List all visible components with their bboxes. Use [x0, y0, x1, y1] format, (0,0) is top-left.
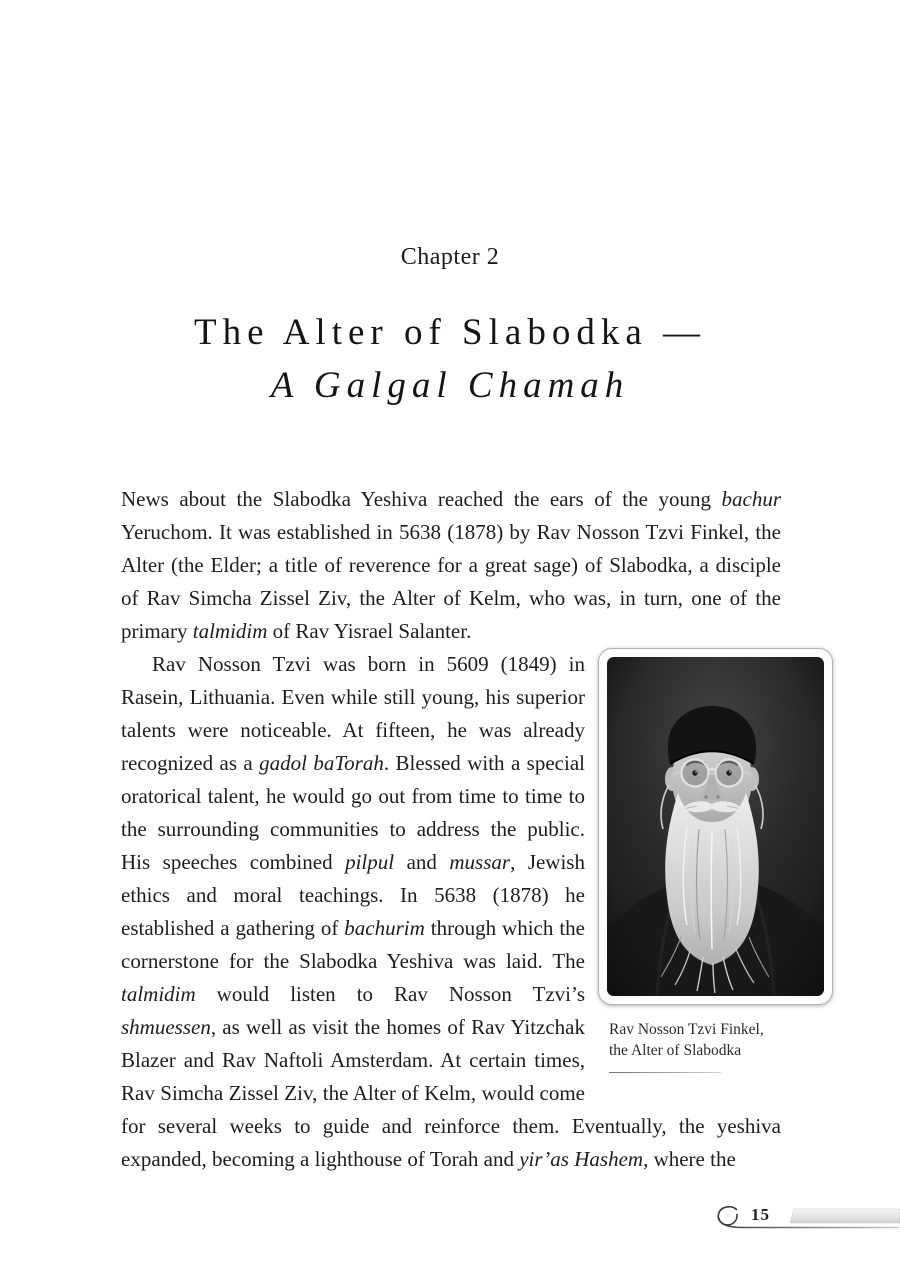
photo-card: [598, 648, 833, 1005]
page-footer: [715, 1204, 900, 1236]
paragraph-2: [121, 648, 781, 1176]
caption-line-1: Rav Nosson Tzvi Finkel,: [609, 1021, 764, 1038]
chapter-title: [50, 306, 850, 412]
paragraph-2-text: Rav Nosson Tzvi was born in 5609 (1849) in Rasein, Lithuania. Even while still young, his superior talents were noticeable. At fifteen, he was already recognized as a gadol baTorah. Blessed with a special oratorical talent, he would go out from time to time to the surrounding communities to address the public. His speeches combined pilpul and mussar, Jewish ethics and moral teachings. In 5638 (1878) he established a gathering of bachurim through which the cornerstone for the Slabodka Yeshiva was laid. The talmidim would listen to Rav Nosson Tzvi’s shmuessen, as well as visit the homes of Rav Yitzchak Blazer and Rav Naftoli Amsterdam. At certain times, Rav Simcha Zissel Ziv, the Alter of Kelm, would come for several weeks to guide and reinforce them. Eventually, the yeshiva expanded, becoming a lighthouse of Torah and yir’as Hashem, where the: [121, 652, 781, 1171]
title-line-1: The Alter of Slabodka —: [193, 312, 707, 353]
body-text: [121, 483, 781, 1176]
photo-figure: [598, 648, 833, 1096]
page-number: 15: [751, 1205, 770, 1224]
figure-caption: [609, 1019, 833, 1061]
footer-flourish-icon: [715, 1204, 900, 1236]
portrait-photo-icon: [607, 657, 824, 996]
title-line-2: A Galgal Chamah: [270, 365, 630, 406]
paragraph-1: News about the Slabodka Yeshiva reached the ears of the young bachur Yeruchom. It was established in 5638 (1878) by Rav Nosson Tzvi Finkel, the Alter (the Elder; a title of reverence for a great sage) of Slabodka, a disciple of Rav Simcha Zissel Ziv, the Alter of Kelm, who was, in turn, one of the primary talmidim of Rav Yisrael Salanter.: [121, 487, 781, 643]
caption-line-2: the Alter of Slabodka: [609, 1042, 742, 1059]
footer-ribbon: [790, 1209, 900, 1223]
chapter-label: Chapter 2: [400, 244, 500, 270]
caption-rule: [609, 1072, 721, 1073]
